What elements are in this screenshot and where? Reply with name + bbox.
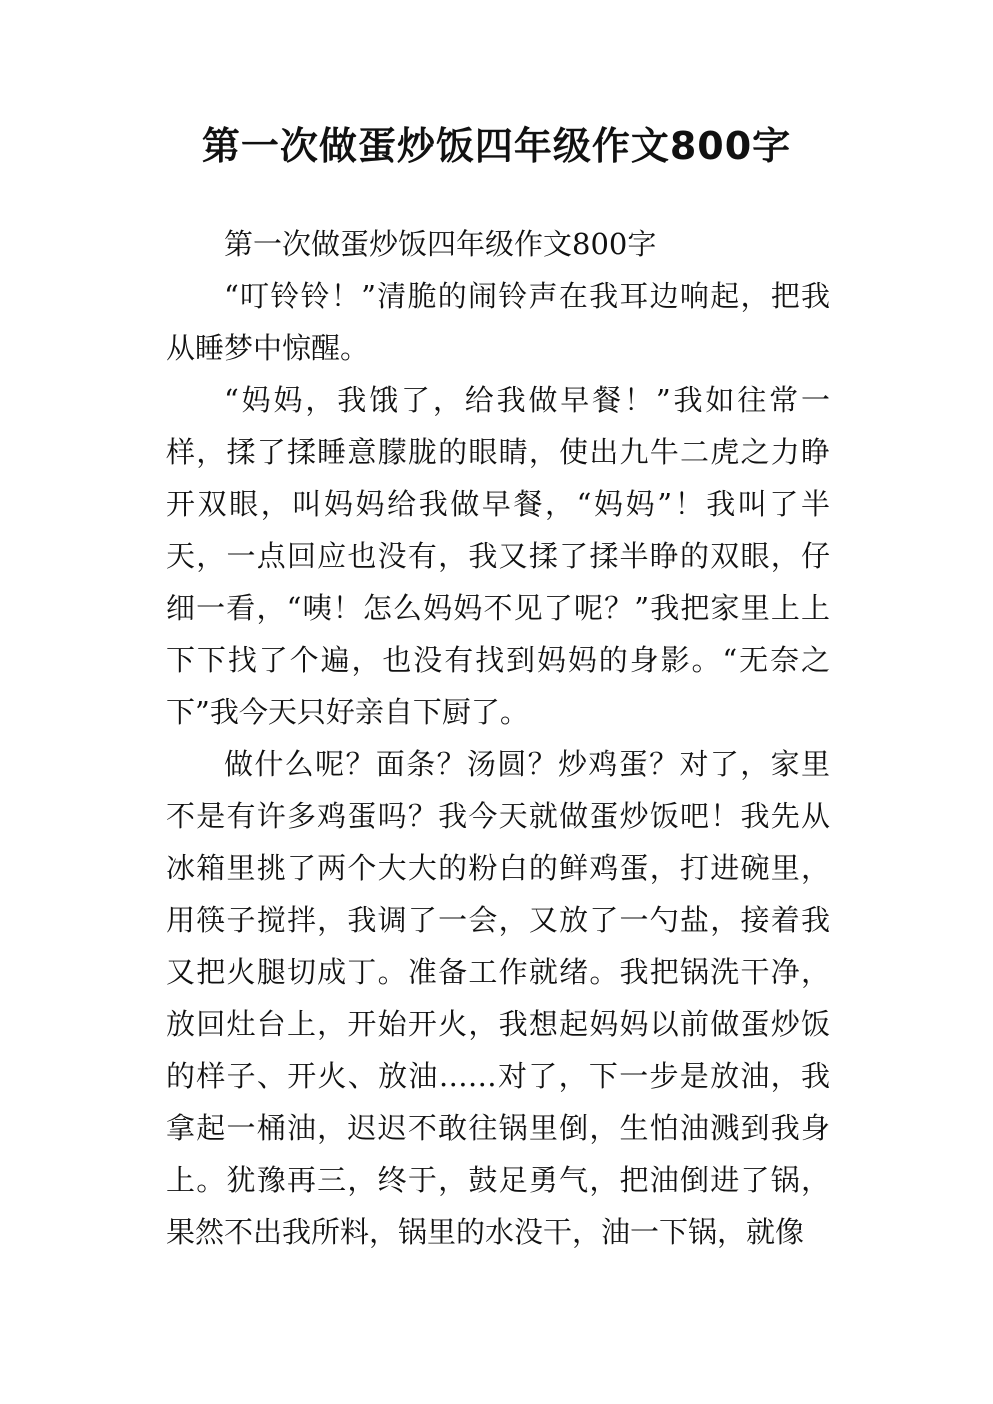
essay-body (166, 218, 830, 1258)
essay-paragraph: “叮铃铃！”清脆的闹铃声在我耳边响起，把我从睡梦中惊醒。 (166, 279, 830, 365)
document-title: 第一次做蛋炒饭四年级作文800字 (201, 124, 792, 168)
essay-paragraph: 做什么呢？面条？汤圆？炒鸡蛋？对了，家里不是有许多鸡蛋吗？我今天就做蛋炒饭吧！我先从冰箱里挑了两个大大的粉白的鲜鸡蛋，打进碗里，用筷子搅拌，我调了一会，又放了一勺盐，接着我又把火腿切成丁。准备工作就绪。我把锅洗干净，放回灶台上，开始开火，我想起妈妈以前做蛋炒饭的样子、开火、放油……对了，下一步是放油，我拿起一桶油，迟迟不敢往锅里倒，生怕油溅到我身上。犹豫再三，终于，鼓足勇气，把油倒进了锅，果然不出我所料，锅里的水没干，油一下锅，就像 (166, 747, 830, 1249)
essay-paragraph: “妈妈，我饿了，给我做早餐！”我如往常一样，揉了揉睡意朦胧的眼睛，使出九牛二虎之力睁开双眼，叫妈妈给我做早餐，“妈妈”！我叫了半天，一点回应也没有，我又揉了揉半睁的双眼，仔细一看，“咦！怎么妈妈不见了呢？”我把家里上上下下找了个遍，也没有找到妈妈的身影。“无奈之下”我今天只好亲自下厨了。 (166, 383, 830, 729)
essay-paragraph-heading: 第一次做蛋炒饭四年级作文800字 (224, 227, 657, 261)
